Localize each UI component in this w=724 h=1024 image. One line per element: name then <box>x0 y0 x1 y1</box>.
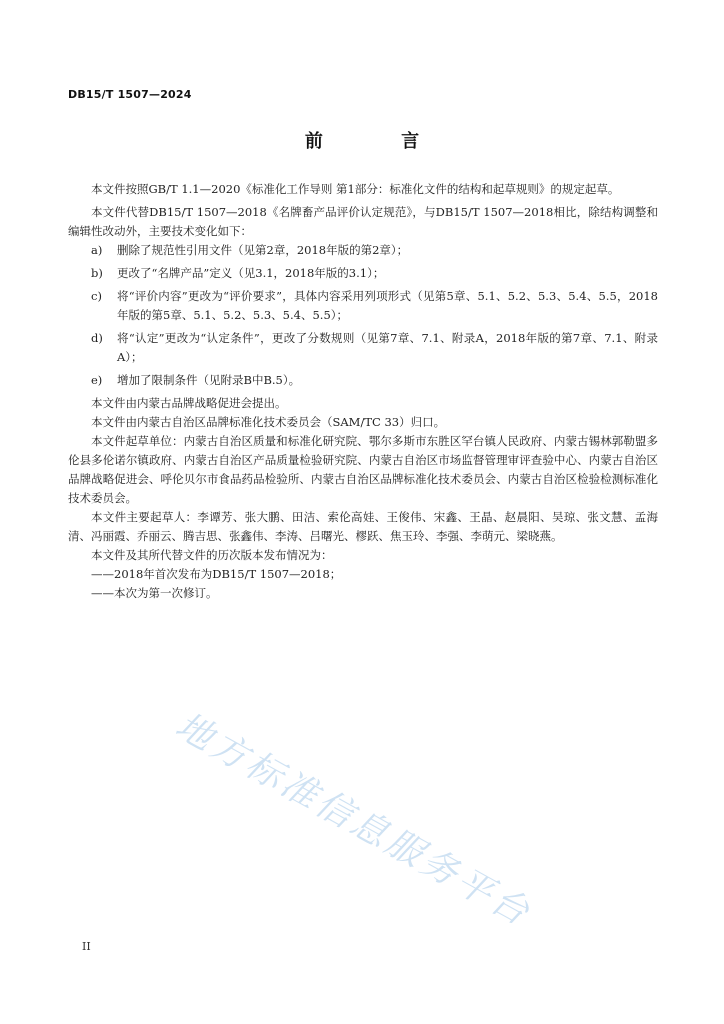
document-body <box>68 180 658 603</box>
changes-list <box>91 241 658 390</box>
list-marker: d) <box>91 331 103 345</box>
list-marker: e) <box>91 373 103 387</box>
history-item: ——2018年首次发布为DB15/T 1507—2018； <box>91 567 342 581</box>
page-number: II <box>82 940 91 953</box>
paragraph-proposer: 本文件由内蒙古品牌战略促进会提出。 <box>91 396 287 410</box>
paragraph-drafters: 本文件主要起草人：李谭芳、张大鹏、田洁、索伦高娃、王俊伟、宋鑫、王晶、赵晨阳、吴琼、张文慧、孟海清、冯丽霞、乔丽云、腾吉思、张鑫伟、李涛、吕曙光、樛跃、焦玉玲、李强、李萌元、梁晓燕。 <box>68 510 658 543</box>
list-item <box>91 264 658 283</box>
list-marker: c) <box>91 289 102 303</box>
paragraph-custodian: 本文件由内蒙古自治区品牌标准化技术委员会（SAM/TC 33）归口。 <box>91 415 446 429</box>
list-marker: a) <box>91 243 103 257</box>
list-item-text: 删除了规范性引用文件（见第2章，2018年版的第2章）； <box>117 243 409 257</box>
list-item <box>91 371 658 390</box>
paragraph-drafting-rule: 本文件按照GB/T 1.1—2020《标准化工作导则 第1部分：标准化文件的结构和起草规则》的规定起草。 <box>91 182 620 196</box>
document-code: DB15/T 1507—2024 <box>68 88 192 101</box>
paragraph-replacement: 本文件代替DB15/T 1507—2018《名牌畜产品评价认定规范》，与DB15/T 1507—2018相比，除结构调整和编辑性改动外，主要技术变化如下： <box>68 205 658 238</box>
list-item <box>91 241 658 260</box>
list-item <box>91 329 658 367</box>
list-marker: b) <box>91 266 103 280</box>
paragraph-drafting-units: 本文件起草单位：内蒙古自治区质量和标准化研究院、鄂尔多斯市东胜区罕台镇人民政府、内蒙古锡林郭勒盟多伦县多伦诺尔镇政府、内蒙古自治区产品质量检验研究院、内蒙古自治区市场监督管理审评查验中心、内蒙古自治区品牌战略促进会、呼伦贝尔市食品药品检验所、内蒙古自治区品牌标准化技术委员会、内蒙古自治区检验检测标准化技术委员会。 <box>68 434 658 505</box>
list-item-text: 将“评价内容”更改为“评价要求”，具体内容采用列项形式（见第5章、5.1、5.2、5.3、5.4、5.5，2018年版的第5章、5.1、5.2、5.3、5.4、5.5）； <box>117 289 658 322</box>
history-item: ——本次为第一次修订。 <box>91 586 218 600</box>
list-item-text: 增加了限制条件（见附录B中B.5）。 <box>117 373 301 387</box>
list-item <box>91 287 658 325</box>
list-item-text: 将“认定”更改为“认定条件”，更改了分数规则（见第7章、7.1、附录A，2018年版的第7章、7.1、附录A）； <box>117 331 658 364</box>
page-title: 前 言 <box>304 131 456 152</box>
paragraph-history-intro: 本文件及其所代替文件的历次版本发布情况为： <box>91 548 333 562</box>
list-item-text: 更改了“名牌产品”定义（见3.1，2018年版的3.1）； <box>117 266 385 280</box>
watermark: 地方标准信息服务平台 <box>168 705 539 935</box>
